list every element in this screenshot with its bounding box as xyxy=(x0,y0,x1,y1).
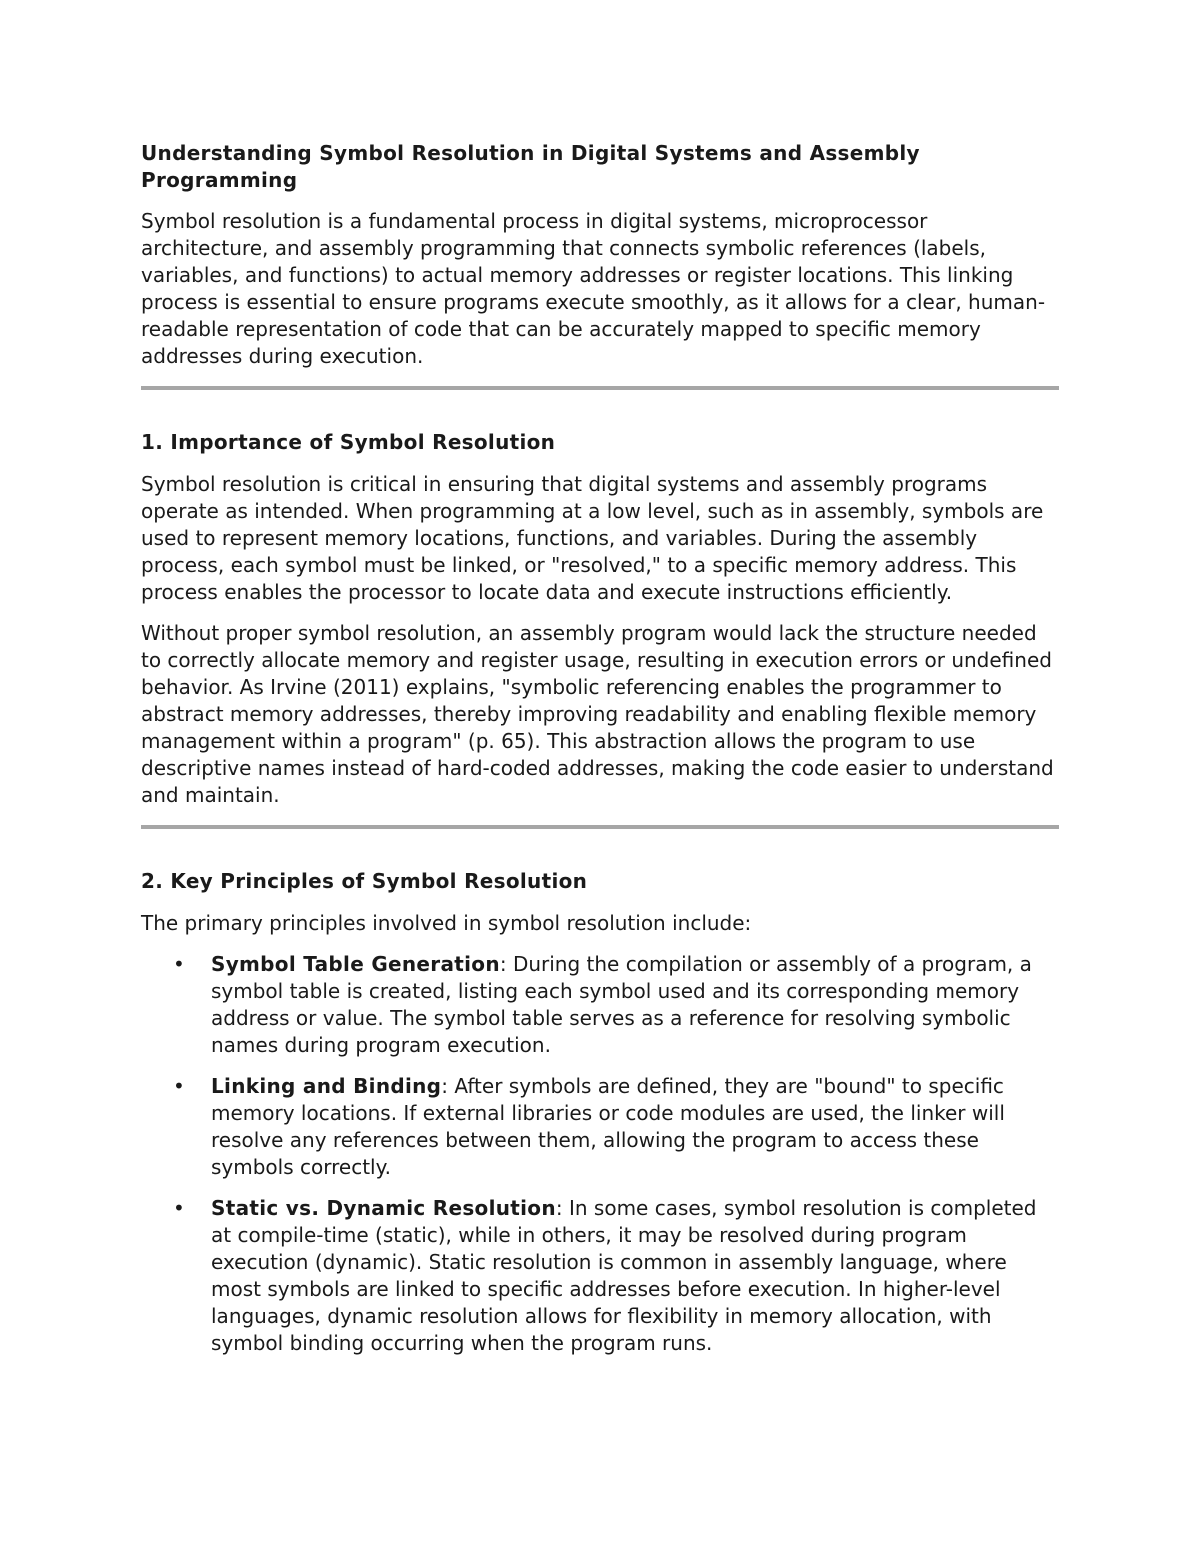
bullet-icon: • xyxy=(173,952,185,976)
list-item-symbol-table xyxy=(141,951,1059,1059)
principles-list xyxy=(141,951,1059,1357)
section-heading-importance: 1. Importance of Symbol Resolution xyxy=(141,430,556,454)
list-item-text: : After symbols are defined, they are "bound" to specific memory locations. If external libraries or code modules are used, the linker will resolve any references between them, allowing the program to access these symbols correctly. xyxy=(211,1074,1005,1179)
list-item-term: Static vs. Dynamic Resolution xyxy=(211,1196,556,1220)
bullet-icon: • xyxy=(173,1074,185,1098)
list-item-text: : In some cases, symbol resolution is completed at compile-time (static), while in others, it may be resolved during program execution (dynamic). Static resolution is common in assembly language, where most symbols are linked to specific addresses before execution. In higher-level languages, dynamic resolution allows for flexibility in memory allocation, with symbol binding occurring when the program runs. xyxy=(211,1196,1037,1355)
horizontal-rule xyxy=(141,825,1059,829)
list-item-linking-binding xyxy=(141,1073,1059,1181)
section1-paragraph-1: Symbol resolution is critical in ensuring that digital systems and assembly programs operate as intended. When programming at a low level, such as in assembly, symbols are used to represent memory locations, functions, and variables. During the assembly process, each symbol must be linked, or "resolved," to a specific memory address. This process enables the processor to locate data and execute instructions efficiently. xyxy=(141,472,1044,604)
horizontal-rule xyxy=(141,386,1059,390)
intro-paragraph: Symbol resolution is a fundamental process in digital systems, microprocessor architecture, and assembly programming that connects symbolic references (labels, variables, and functions) to actual memory addresses or register locations. This linking process is essential to ensure programs execute smoothly, as it allows for a clear, human-readable representation of code that can be accurately mapped to specific memory addresses during execution. xyxy=(141,209,1046,368)
list-item-term: Symbol Table Generation xyxy=(211,952,500,976)
section-heading-key-principles: 2. Key Principles of Symbol Resolution xyxy=(141,869,588,893)
bullet-icon: • xyxy=(173,1196,185,1220)
list-item-static-dynamic xyxy=(141,1195,1059,1357)
document-page xyxy=(141,140,1059,1371)
document-title: Understanding Symbol Resolution in Digital Systems and Assembly Programming xyxy=(141,141,920,192)
section1-paragraph-2: Without proper symbol resolution, an assembly program would lack the structure needed to correctly allocate memory and register usage, resulting in execution errors or undefined behavior. As Irvine (2011) explains, "symbolic referencing enables the programmer to abstract memory addresses, thereby improving readability and enabling flexible memory management within a program" (p. 65). This abstraction allows the program to use descriptive names instead of hard-coded addresses, making the code easier to understand and maintain. xyxy=(141,621,1054,807)
list-item-term: Linking and Binding xyxy=(211,1074,442,1098)
list-item-text: : During the compilation or assembly of a program, a symbol table is created, listing each symbol used and its corresponding memory address or value. The symbol table serves as a reference for resolving symbolic names during program execution. xyxy=(211,952,1032,1057)
section2-intro: The primary principles involved in symbol resolution include: xyxy=(141,911,752,935)
